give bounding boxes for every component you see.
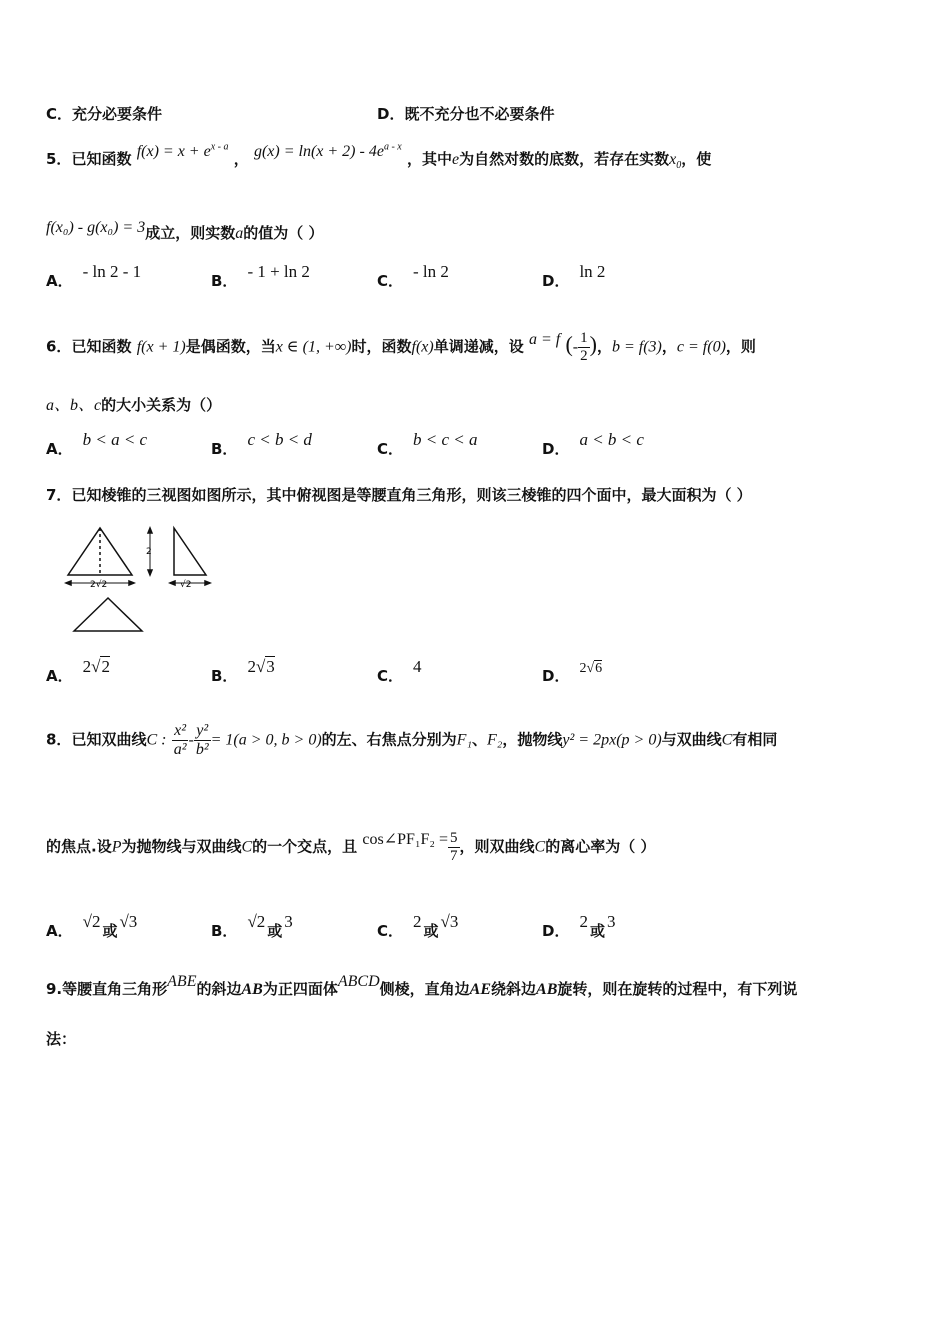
top-view: [74, 598, 142, 631]
q6-option-b[interactable]: B． c < b < d: [211, 430, 312, 458]
q7-option-d[interactable]: D． 2√6: [542, 661, 603, 685]
q9-stem-line2: 法：: [46, 1030, 77, 1048]
q7-option-c[interactable]: C． 4: [377, 657, 422, 685]
q7-stem: 7．已知棱锥的三视图如图所示，其中俯视图是等腰直角三角形，则该三棱锥的四个面中，最大面积为（ ）: [46, 486, 752, 504]
three-view-figure: [60, 520, 220, 635]
prev-option-d: D．既不充分也不必要条件: [377, 105, 555, 123]
q9-stem-line1: 9.等腰直角三角形ABE的斜边AB为正四面体ABCD侧棱，直角边AE绕斜边AB旋转，则在旋转的过程中，有下列说: [46, 973, 798, 998]
prev-option-c: C．充分必要条件: [46, 105, 163, 123]
q8-option-a[interactable]: A． √2 或 √3: [46, 912, 138, 940]
q6-option-a[interactable]: A． b < a < c: [46, 430, 148, 458]
q8-stem-line2: 的焦点.设P为抛物线与双曲线C的一个交点，且 cos∠PF₁F₂ = $\frac{5}{7}$ ，则双曲线C的离心率为（ ）: [46, 830, 656, 864]
q5-stem-line2: f(x₀) - g(x₀) = 3成立，则实数a的值为（ ）: [46, 219, 324, 242]
q5-option-c[interactable]: C． - ln 2: [377, 262, 449, 290]
q8-option-b[interactable]: B． √2 或 3: [211, 912, 293, 940]
front-base-label: 2√2: [90, 580, 108, 590]
front-view: [66, 528, 134, 585]
q5-option-d[interactable]: D． ln 2: [542, 262, 606, 290]
q6-stem-line2: a、b、c的大小关系为（）: [46, 396, 222, 414]
q8-option-c[interactable]: C． 2 或 √3: [377, 912, 459, 940]
q5-stem-line1: 5．已知函数 $f(x) = x + e^{x - a}$ ， $g(x) = \ln(x + 2) - 4e^{a - x}$ ，其中e为自然对数的底数，若存在实数$x_0$，使: [46, 141, 712, 172]
q5-option-a[interactable]: A． - ln 2 - 1: [46, 262, 142, 290]
side-view: [148, 528, 210, 585]
q7-option-a[interactable]: A． 2√2: [46, 657, 110, 685]
q8-option-d[interactable]: D． 2 或 3: [542, 912, 616, 940]
q6-option-d[interactable]: D． a < b < c: [542, 430, 644, 458]
q6-stem-line1: 6．已知函数 f(x + 1)是偶函数，当x ∈ (1, +∞)时，函数f(x)单调递减，设 a = f (- $\frac{1}{2}$ )，b = f(3)，c = f(0)，则: [46, 330, 756, 364]
q7-option-b[interactable]: B． 2√3: [211, 657, 275, 685]
side-base-label: √2: [180, 580, 192, 590]
q8-stem-line1: 8．已知双曲线C : $\frac{\text{x²}}{\text{a²}}$ - $\frac{\text{y²}}{\text{b²}}$ = 1(a > 0, b > 0)的左、右焦点分别为F₁、F₂，抛物线y² = 2px(p > 0)与双曲线C有相同: [46, 722, 778, 758]
q6-a-fraction: $\frac{1}{2}$: [580, 330, 588, 364]
q6-option-c[interactable]: C． b < c < a: [377, 430, 478, 458]
q5-option-b[interactable]: B． - 1 + ln 2: [211, 262, 310, 290]
side-height-label: 2: [146, 547, 152, 557]
